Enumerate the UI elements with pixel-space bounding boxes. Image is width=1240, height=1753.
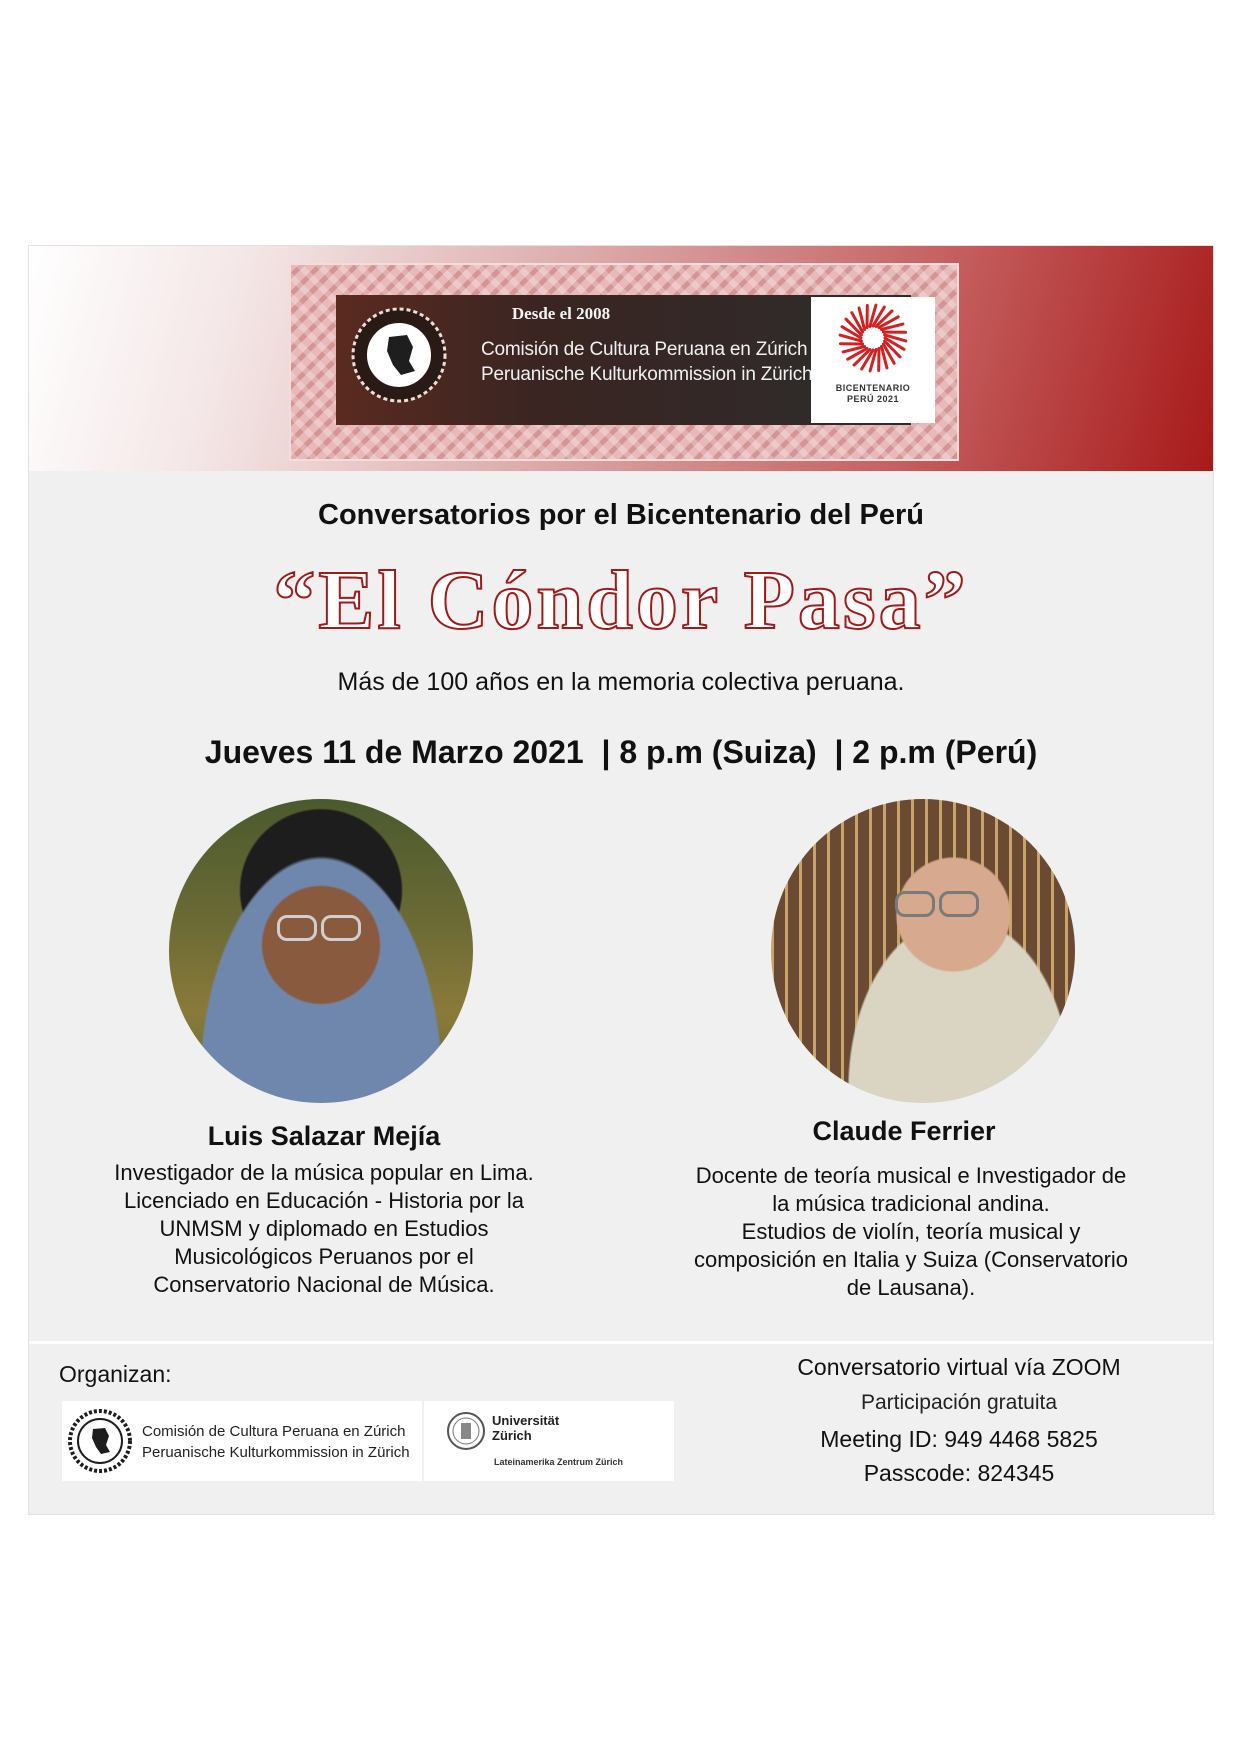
speaker-1-bio-line: Musicológicos Peruanos por el: [174, 1244, 474, 1269]
event-date-time: Jueves 11 de Marzo 2021 | 8 p.m (Suiza) | 2 p.m (Perú): [204, 734, 1038, 770]
speaker-2-name: Claude Ferrier: [812, 1116, 996, 1146]
zoom-passcode: Passcode: 824345: [863, 1460, 1055, 1486]
uzh-name-line2: Zürich: [492, 1428, 532, 1443]
organizer-1-name-es: Comisión de Cultura Peruana en Zúrich: [142, 1423, 406, 1440]
event-subtitle: Más de 100 años en la memoria colectiva peruana.: [337, 668, 905, 696]
organizers-label: Organizan:: [59, 1361, 172, 1387]
flyer-card: [28, 245, 1214, 1515]
bicentenary-label: [813, 383, 933, 405]
speaker-2-bio: [631, 1162, 1191, 1302]
organizer-peru-commission-logo: [62, 1401, 422, 1481]
banner-org-name-es: Comisión de Cultura Peruana en Zúrich: [481, 339, 808, 360]
header-banner: [29, 246, 1213, 471]
zoom-free-participation: Participación gratuita: [860, 1391, 1058, 1414]
peru-commission-small-seal-icon: [68, 1409, 132, 1473]
speaker-2-bio-line: Estudios de violín, teoría musical y: [741, 1219, 1081, 1244]
bicentenary-line1: BICENTENARIO: [835, 383, 911, 393]
organizer-1-name-de: Peruanische Kulturkommission in Zürich: [142, 1444, 410, 1461]
uzh-name-line1: Universität: [492, 1413, 560, 1428]
section-divider: [29, 1341, 1213, 1344]
speaker-2-photo: [771, 799, 1075, 1103]
zoom-meeting-id: Meeting ID: 949 4468 5825: [820, 1426, 1098, 1452]
organizer-1-name: [142, 1421, 410, 1463]
uzh-name: [492, 1413, 559, 1443]
speaker-1-name: Luis Salazar Mejía: [207, 1121, 441, 1151]
speaker-1-bio: [69, 1159, 579, 1299]
speaker-1-bio-line: Investigador de la música popular en Lima.: [114, 1160, 534, 1185]
speaker-1-bio-line: UNMSM y diplomado en Estudios: [159, 1216, 489, 1241]
bicentenary-sunburst-icon: [836, 301, 910, 375]
event-main-title: “El Cóndor Pasa”: [273, 554, 969, 647]
speaker-1-glasses-right: [321, 915, 361, 941]
banner-org-name-de: Peruanische Kulturkommission in Zürich: [481, 364, 813, 385]
banner-since-text: Desde el 2008: [511, 304, 611, 323]
speaker-1-photo: [169, 799, 473, 1103]
zoom-headline: Conversatorio virtual vía ZOOM: [797, 1354, 1121, 1380]
speaker-2-bio-line: Docente de teoría musical e Investigador de: [695, 1163, 1127, 1188]
speaker-2-glasses: [895, 891, 935, 917]
uzh-subunit: Lateinamerika Zentrum Zürich: [494, 1457, 624, 1467]
peru-commission-seal-icon: [349, 305, 449, 405]
banner-patterned-frame: [289, 263, 959, 461]
speaker-2-bio-line: de Lausana).: [846, 1275, 976, 1300]
speaker-1-bio-line: Conservatorio Nacional de Música.: [153, 1272, 495, 1297]
speaker-2-glasses-right: [939, 891, 979, 917]
speaker-1-bio-line: Licenciado en Educación - Historia por la: [124, 1188, 524, 1213]
speaker-1-glasses: [277, 915, 317, 941]
event-series-title: Conversatorios por el Bicentenario del Perú: [318, 499, 924, 531]
organizer-uzh-logo: [424, 1401, 674, 1481]
speaker-2-bio-line: composición en Italia y Suiza (Conservatorio: [693, 1247, 1129, 1272]
university-zurich-seal-icon: [446, 1411, 486, 1451]
bicentenary-line2: PERÚ 2021: [846, 394, 900, 404]
speaker-2-bio-line: la música tradicional andina.: [772, 1191, 1050, 1216]
